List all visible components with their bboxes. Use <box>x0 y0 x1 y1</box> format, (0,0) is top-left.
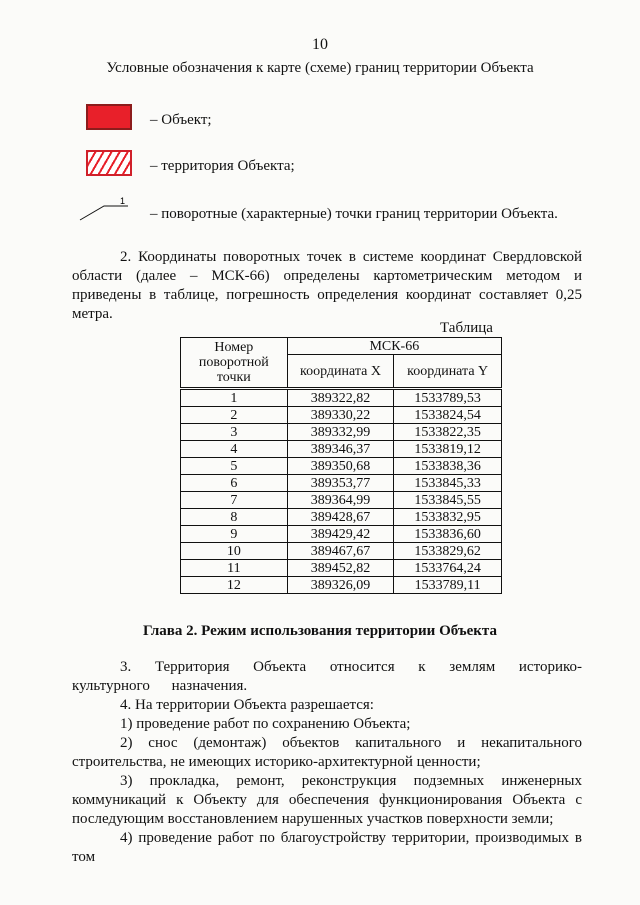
paragraph-coordinates: 2. Координаты поворотных точек в системе координат Свердловской области (далее – МСК-66) определены картометрическим методом и приведены в таблице, погрешность определения координат составляет 0,25 метра. <box>72 249 582 322</box>
legend-territory-label: – территория Объекта; <box>150 158 295 174</box>
list-item-4: 4) проведение работ по благоустройству территории, производимых в том <box>72 830 582 865</box>
header-point-number: Номер поворотной точки <box>181 338 288 389</box>
table-row <box>181 543 502 560</box>
paragraph-3: 3. Территория Объекта относится к землям историко-культурного назначения. <box>72 659 582 694</box>
cell-point: 2 <box>181 407 288 424</box>
chapter-body <box>72 658 582 867</box>
paragraph-4: 4. На территории Объекта разрешается: <box>120 697 374 713</box>
table-caption: Таблица <box>440 320 493 336</box>
cell-point: 10 <box>181 543 288 560</box>
coordinates-table <box>180 337 502 594</box>
table-row <box>181 577 502 594</box>
cell-y: 1533836,60 <box>394 526 502 543</box>
cell-x: 389326,09 <box>287 577 394 594</box>
cell-point: 4 <box>181 441 288 458</box>
cell-x: 389322,82 <box>287 389 394 407</box>
header-msk66: МСК-66 <box>287 338 501 355</box>
table-row <box>181 509 502 526</box>
marker-number: 1 <box>120 196 126 206</box>
table-row <box>181 492 502 509</box>
table-row <box>181 441 502 458</box>
cell-x: 389353,77 <box>287 475 394 492</box>
cell-x: 389364,99 <box>287 492 394 509</box>
table-row <box>181 475 502 492</box>
cell-x: 389428,67 <box>287 509 394 526</box>
table-row <box>181 458 502 475</box>
cell-point: 8 <box>181 509 288 526</box>
cell-y: 1533832,95 <box>394 509 502 526</box>
cell-x: 389330,22 <box>287 407 394 424</box>
table-row <box>181 424 502 441</box>
cell-point: 12 <box>181 577 288 594</box>
legend-object-label: – Объект; <box>150 112 212 128</box>
legend-title: Условные обозначения к карте (схеме) границ территории Объекта <box>106 60 534 76</box>
territory-hatch-swatch <box>86 150 132 176</box>
chapter-title: Глава 2. Режим использования территории Объекта <box>143 623 497 639</box>
cell-x: 389467,67 <box>287 543 394 560</box>
cell-y: 1533829,62 <box>394 543 502 560</box>
cell-x: 389332,99 <box>287 424 394 441</box>
cell-x: 389346,37 <box>287 441 394 458</box>
cell-point: 5 <box>181 458 288 475</box>
list-item-2: 2) снос (демонтаж) объектов капитального и некапитального строительства, не имеющих историко-архитектурной ценности; <box>72 735 582 770</box>
cell-point: 9 <box>181 526 288 543</box>
header-x: координата X <box>287 355 394 389</box>
cell-y: 1533822,35 <box>394 424 502 441</box>
cell-point: 6 <box>181 475 288 492</box>
cell-y: 1533845,55 <box>394 492 502 509</box>
cell-point: 1 <box>181 389 288 407</box>
cell-point: 7 <box>181 492 288 509</box>
table-row <box>181 389 502 407</box>
table-row <box>181 407 502 424</box>
cell-y: 1533789,53 <box>394 389 502 407</box>
cell-x: 389350,68 <box>287 458 394 475</box>
turning-point-marker-icon <box>78 196 138 224</box>
table-row <box>181 560 502 577</box>
object-swatch <box>86 104 132 130</box>
legend-points-label: – поворотные (характерные) точки границ территории Объекта. <box>150 206 558 222</box>
cell-y: 1533824,54 <box>394 407 502 424</box>
list-item-1: 1) проведение работ по сохранению Объекта; <box>120 716 411 732</box>
table-row <box>181 526 502 543</box>
cell-x: 389452,82 <box>287 560 394 577</box>
cell-x: 389429,42 <box>287 526 394 543</box>
header-y: координата Y <box>394 355 502 389</box>
cell-y: 1533838,36 <box>394 458 502 475</box>
cell-point: 11 <box>181 560 288 577</box>
cell-y: 1533819,12 <box>394 441 502 458</box>
cell-y: 1533845,33 <box>394 475 502 492</box>
page-number: 10 <box>312 36 328 53</box>
list-item-3: 3) прокладка, ремонт, реконструкция подземных инженерных коммуникаций к Объекту для обеспечения функционирования Объекта с последующим восстановлением нарушенных участков поверхности земли; <box>72 773 582 827</box>
cell-y: 1533789,11 <box>394 577 502 594</box>
cell-y: 1533764,24 <box>394 560 502 577</box>
cell-point: 3 <box>181 424 288 441</box>
